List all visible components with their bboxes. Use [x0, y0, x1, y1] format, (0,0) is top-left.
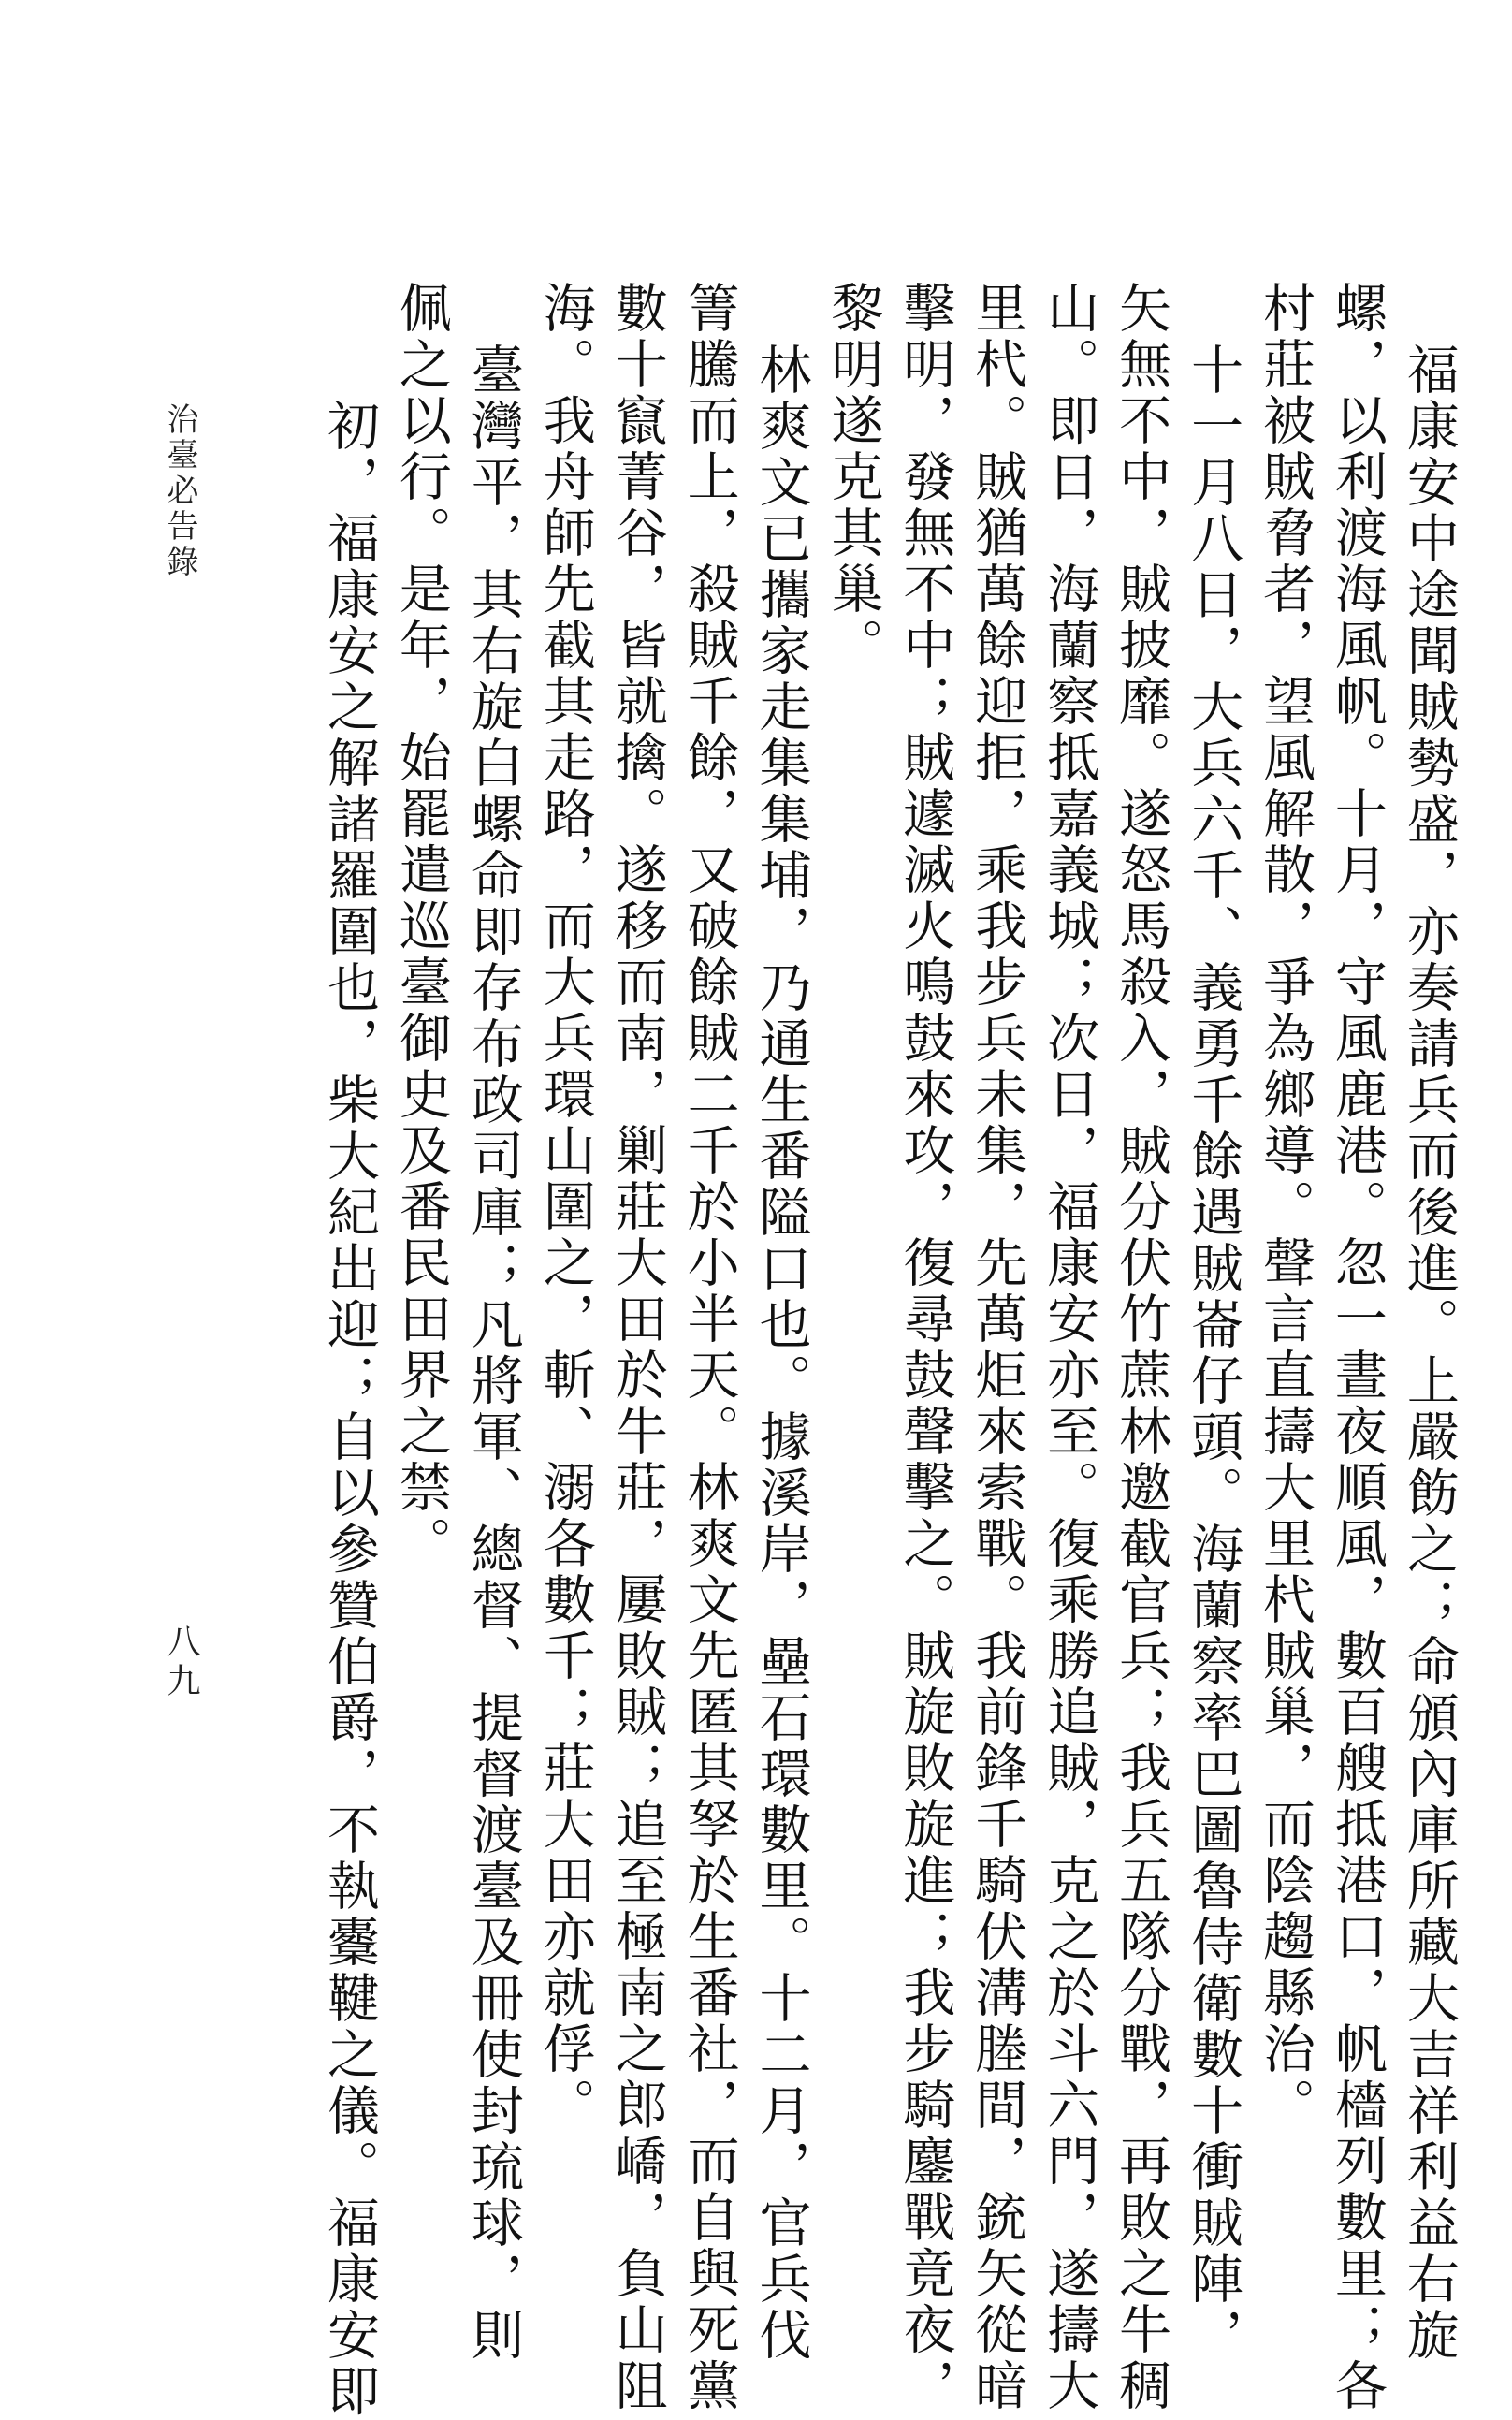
column-text: 矢無不中，賊披靡。遂怒馬殺入，賊分伏竹蔗林邀截官兵；我兵五隊分戰，再敗之牛稠 [1111, 281, 1172, 2414]
column-text: 里杙。賊猶萬餘迎拒，乘我步兵未集，先萬炬來索戰。我前鋒千騎伏溝塍間，銃矢從暗 [967, 281, 1028, 2414]
column-text: 村莊被賊脅者，望風解散，爭為鄉導。聲言直擣大里杙賊巢，而陰趨縣治。 [1254, 281, 1316, 2134]
text-column [678, 281, 740, 2414]
column-text: 海。我舟師先截其走路，而大兵環山圍之，斬、溺各數千；莊大田亦就俘。 [534, 281, 596, 2134]
text-column [534, 281, 596, 2134]
column-text: 黎明遂克其巢。 [822, 281, 884, 674]
column-text: 臺灣平，其右旋白螺命即存布政司庫；凡將軍、總督、提督渡臺及冊使封琉球，則 [462, 343, 524, 2364]
main-text-block [318, 281, 1460, 2420]
text-column [606, 281, 668, 2414]
column-text: 初，福康安之解諸羅圍也，柴大紀出迎；自以參贊伯爵，不執櫜鞬之儀。福康安即 [319, 399, 380, 2420]
text-column [1038, 281, 1100, 2414]
text-column [894, 281, 956, 2414]
text-column [1254, 281, 1316, 2134]
column-text: 福康安中途聞賊勢盛，亦奏請兵而後進。上嚴飭之；命頒內庫所藏大吉祥利益右旋 [1398, 343, 1460, 2364]
running-head: 治臺必告錄 [161, 402, 198, 580]
column-text: 十一月八日，大兵六千、義勇千餘遇賊崙仔頭。海蘭察率巴圖魯侍衛數十衝賊陣， [1183, 343, 1244, 2364]
text-column [750, 281, 812, 2364]
column-text: 箐騰而上，殺賊千餘，又破餘賊二千於小半天。林爽文先匿其孥於生番社，而自與死黨 [678, 281, 740, 2414]
page-number: 八九 [162, 1624, 200, 1702]
text-column [1110, 281, 1172, 2414]
text-column [462, 281, 524, 2364]
column-text: 擊明，發無不中；賊遽滅火鳴鼓來攻，復尋鼓聲擊之。賊旋敗旋進；我步騎鏖戰竟夜， [894, 281, 956, 2414]
text-column [966, 281, 1028, 2414]
column-text: 螺，以利渡海風帆。十月，守風鹿港。忽一晝夜順風，數百艘抵港口，帆檣列數里；各 [1326, 281, 1388, 2414]
column-text: 佩之以行。是年，始罷遣巡臺御史及番民田界之禁。 [390, 281, 452, 1572]
text-column [821, 281, 883, 2059]
text-column [390, 281, 452, 2059]
text-column [1182, 281, 1244, 2364]
text-column [318, 281, 380, 2420]
text-column [1398, 281, 1460, 2364]
column-text: 林爽文已攜家走集集埔，乃通生番隘口也。據溪岸，壘石環數里。十二月，官兵伐 [750, 343, 812, 2364]
column-text: 山。即日，海蘭察抵嘉義城；次日，福康安亦至。復乘勝追賊，克之於斗六門，遂擣大 [1039, 281, 1100, 2414]
text-column [1326, 281, 1388, 2414]
column-text: 數十竄菁谷，皆就擒。遂移而南，剿莊大田於牛莊，屢敗賊；追至極南之郎嶠，負山阻 [606, 281, 668, 2414]
